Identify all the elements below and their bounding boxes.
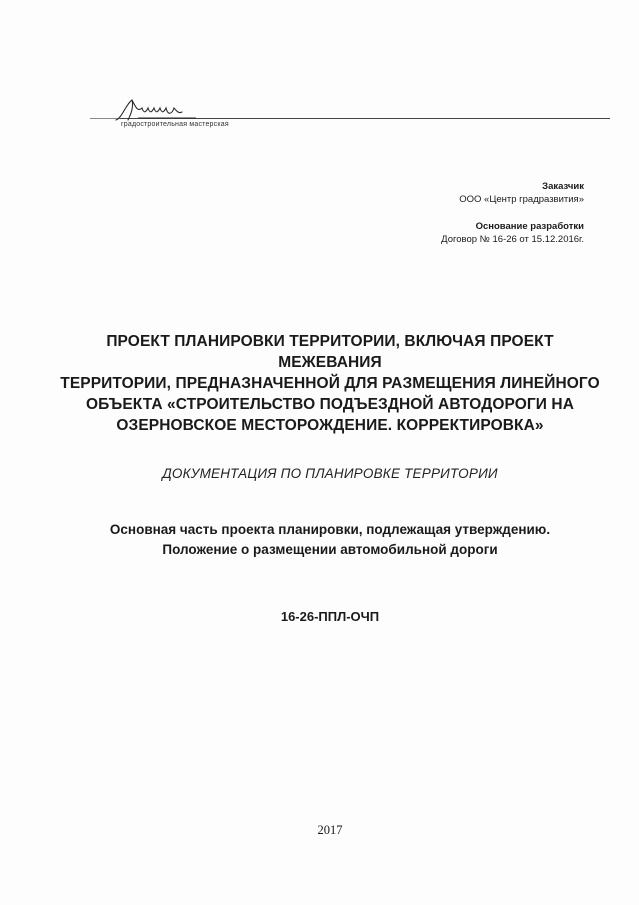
document-title [60, 331, 600, 436]
basis-block [441, 220, 584, 246]
title-line: ПРОЕКТ ПЛАНИРОВКИ ТЕРРИТОРИИ, ВКЛЮЧАЯ ПРОЕКТ МЕЖЕВАНИЯ [106, 333, 554, 371]
customer-value: ООО «Центр градразвития» [459, 194, 584, 205]
document-year: 2017 [317, 823, 343, 837]
part-line: Положение о размещении автомобильной дороги [162, 542, 498, 557]
document-code: 16-26-ППЛ-ОЧП [280, 609, 380, 624]
basis-label: Основание разработки [475, 221, 584, 232]
logo-subtitle: градостроительная мастерская [121, 121, 229, 128]
customer-label: Заказчик [542, 181, 584, 192]
title-line: ОБЪЕКТА «СТРОИТЕЛЬСТВО ПОДЪЕЗДНОЙ АВТОДОРОГИ НА [85, 396, 574, 413]
customer-block [459, 180, 584, 206]
document-subtitle: ДОКУМЕНТАЦИЯ ПО ПЛАНИРОВКЕ ТЕРРИТОРИИ [162, 466, 498, 481]
basis-value: Договор № 16-26 от 15.12.2016г. [441, 234, 584, 245]
title-line: ТЕРРИТОРИИ, ПРЕДНАЗНАЧЕННОЙ ДЛЯ РАЗМЕЩЕНИЯ ЛИНЕЙНОГО [60, 375, 600, 392]
part-line: Основная часть проекта планировки, подлежащая утверждению. [109, 522, 551, 537]
title-line: ОЗЕРНОВСКОЕ МЕСТОРОЖДЕНИЕ. КОРРЕКТИРОВКА» [116, 417, 544, 434]
document-part [60, 520, 600, 560]
